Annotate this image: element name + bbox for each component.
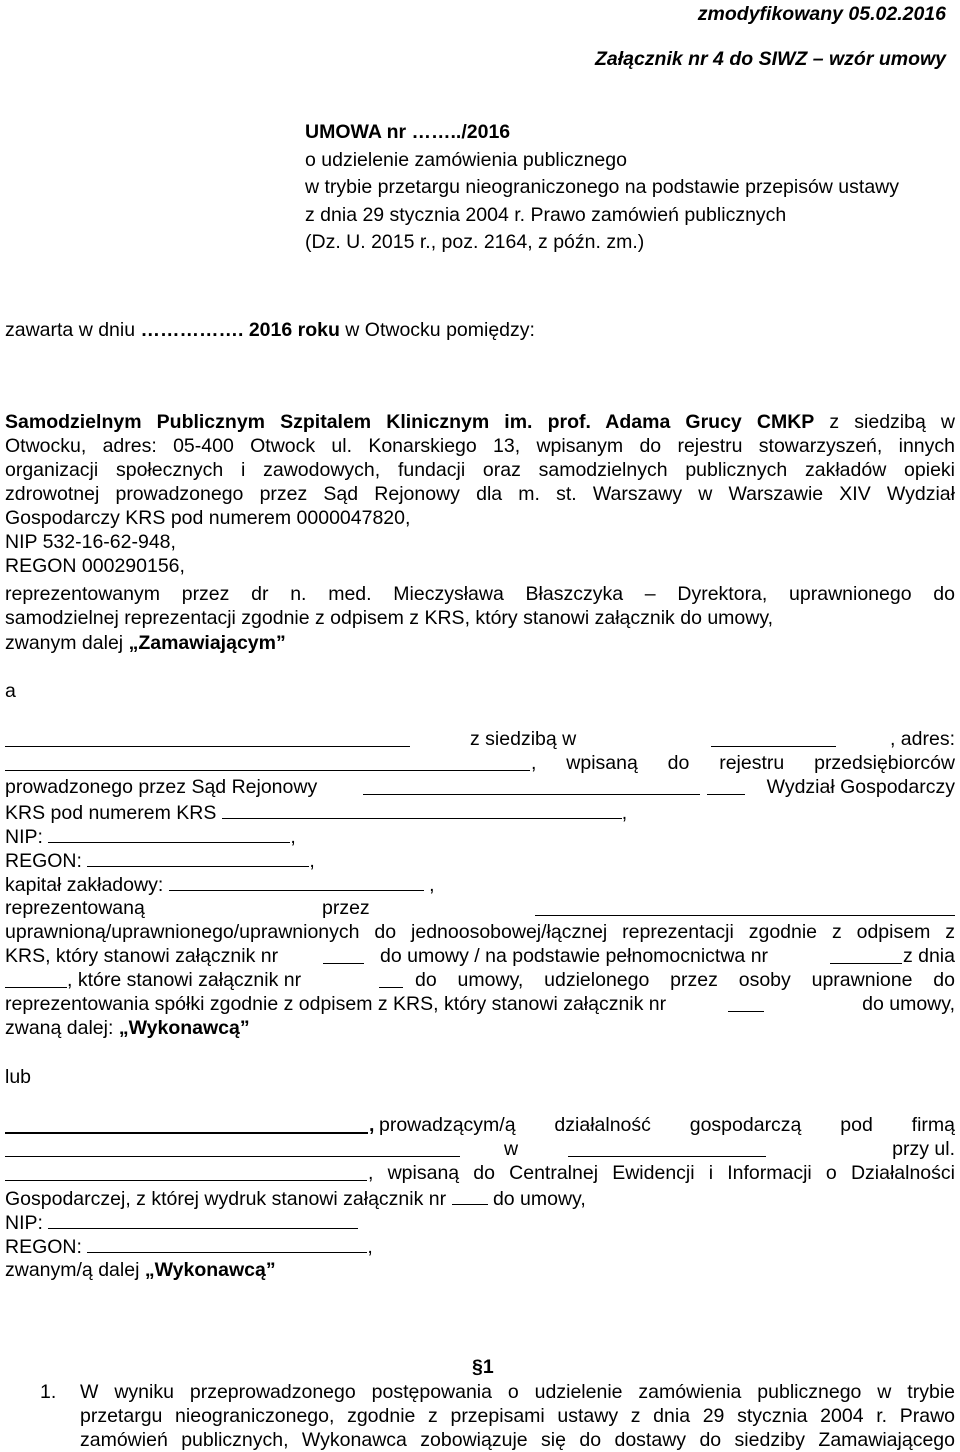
party3-firm-blank[interactable]	[5, 1137, 460, 1157]
party3-comma: ,	[369, 1114, 375, 1136]
party2-line-5: NIP: ,	[5, 823, 955, 849]
party1-regon: REGON 000290156,	[5, 555, 185, 577]
party3-to-contract-label: do umowy,	[492, 1188, 586, 1210]
party1-line-8: reprezentowanym przez dr n. med. Mieczysława Błaszczyka – Dyrektora, uprawnionego do	[5, 583, 955, 605]
party1-line-2: Otwocku, adres: 05-400 Otwock ul. Konarskiego 13, wpisanym do rejestru stowarzyszeń, innych	[5, 435, 955, 457]
party2-krs-label: KRS pod numerem KRS	[5, 802, 217, 824]
party3-nip-blank[interactable]	[48, 1209, 358, 1229]
party2-poa-attachment-blank[interactable]	[379, 968, 403, 988]
contract-number: UMOWA nr ……../2016	[305, 121, 511, 143]
party1-role: „Zamawiającym”	[128, 632, 286, 654]
attachment-label: Załącznik nr 4 do SIWZ – wzór umowy	[594, 48, 946, 70]
party3-regon-blank[interactable]	[87, 1233, 367, 1253]
party2-poa-date-blank[interactable]	[5, 968, 67, 988]
date-line-post: w Otwocku pomiędzy:	[339, 319, 535, 341]
party3-nip-label: NIP:	[5, 1212, 43, 1234]
party2-called-pre: zwaną dalej:	[5, 1017, 119, 1039]
party3-printout-label: Gospodarczej, z której wydruk stanowi załącznik nr	[5, 1188, 447, 1210]
party1-name: Samodzielnym Publicznym Szpitalem Klinicznym im. prof. Adama Grucy CMKP	[5, 411, 815, 433]
modified-date: zmodyfikowany 05.02.2016	[697, 3, 946, 25]
party2-city-blank[interactable]	[711, 727, 836, 747]
party2-capital-label: kapitał zakładowy:	[5, 874, 164, 896]
party2-register-label: , wpisaną do rejestru przedsiębiorców	[531, 752, 955, 774]
party2-name-blank[interactable]	[5, 727, 410, 747]
party2-poa-date-label: z dnia	[902, 945, 955, 967]
party3-line-4	[5, 1185, 955, 1211]
party2-department-label: Wydział Gospodarczy	[766, 776, 955, 798]
party2-to-contract-label: do umowy,	[862, 993, 955, 1015]
party3-city-blank[interactable]	[568, 1137, 766, 1157]
party1-krs: Gospodarczy KRS pod numerem 0000047820,	[5, 507, 411, 529]
party1-line-3: organizacji społecznych i zawodowych, fundacji oraz samodzielnych publicznych zakładów opieki	[5, 459, 955, 481]
party3-in-label: w	[504, 1138, 519, 1160]
party2-line-4: KRS pod numerem KRS ,	[5, 799, 955, 825]
conjunction-a: a	[5, 680, 16, 702]
party2-poa-label: do umowy / na podstawie pełnomocnictwa nr	[380, 945, 769, 967]
party1-seat: z siedzibą w	[814, 411, 955, 433]
party3-street-blank[interactable]	[5, 1161, 367, 1181]
title-line-2: o udzielenie zamówienia publicznego	[305, 148, 627, 171]
party2-court-label: prowadzonego przez Sąd Rejonowy	[5, 776, 318, 798]
party2-line-7: kapitał zakładowy: ,	[5, 871, 955, 897]
paragraph-line-2: przetargu nieograniczonego, zgodnie z przepisami ustawy z dnia 29 stycznia 2004 r. Prawo	[80, 1405, 955, 1427]
party3-role: „Wykonawcą”	[144, 1259, 276, 1281]
party2-poa-attachment-label: , które stanowi załącznik nr	[67, 969, 302, 991]
date-line-pre: zawarta w dniu	[5, 319, 141, 341]
party3-name-blank[interactable]	[5, 1113, 368, 1134]
party2-role: „Wykonawcą”	[118, 1017, 250, 1039]
party3-street-label: przy ul.	[892, 1138, 955, 1160]
party1-nip: NIP 532-16-62-948,	[5, 531, 176, 553]
party3-line-7	[5, 1258, 955, 1282]
party3-called-pre: zwanym/ą dalej	[5, 1259, 145, 1281]
party2-krs-attachment-label: reprezentowania spółki zgodnie z odpisem z KRS, który stanowi załącznik nr	[5, 993, 667, 1015]
paragraph-number: 1.	[40, 1381, 57, 1403]
party1-called-pre: zwanym dalej	[5, 632, 129, 654]
party1-line-10	[5, 631, 955, 655]
party2-seat-label: z siedzibą w	[470, 728, 577, 750]
party2-represented-label: reprezentowaną	[5, 897, 145, 919]
party2-by-label: przez	[322, 897, 370, 919]
party2-line-9: uprawnioną/uprawnionego/uprawnionych do jednoosobowej/łącznej reprezentacji zgodnie z odpisem z	[5, 921, 955, 943]
party3-printout-blank[interactable]	[452, 1185, 488, 1205]
party2-address-blank[interactable]	[5, 751, 530, 771]
party3-ceidg-label: , wpisaną do Centralnej Ewidencji i Informacji o Działalności	[368, 1162, 955, 1184]
party2-representative-blank[interactable]	[535, 896, 955, 916]
title-line-4: z dnia 29 stycznia 2004 r. Prawo zamówień publicznych	[305, 203, 787, 226]
contract-title-block	[305, 119, 899, 257]
party2-regon-blank[interactable]	[87, 847, 309, 867]
party2-nip-label: NIP:	[5, 826, 43, 848]
section-heading: §1	[472, 1356, 494, 1378]
party2-grant-label: do umowy, udzielonego przez osoby uprawnione do	[415, 969, 955, 991]
party2-line-6: REGON: ,	[5, 847, 955, 873]
party2-regon-label: REGON:	[5, 850, 82, 872]
party2-department-blank[interactable]	[707, 775, 745, 795]
party2-address-label: , adres:	[889, 728, 955, 750]
title-line-5: (Dz. U. 2015 r., poz. 2164, z późn. zm.)	[305, 231, 645, 254]
party2-krs-attachment-blank[interactable]	[728, 992, 764, 1012]
date-line	[5, 318, 955, 342]
party3-line-5	[5, 1209, 955, 1235]
date-line-date: ……………. 2016 roku	[140, 319, 340, 341]
party2-line-13	[5, 1016, 955, 1040]
party2-attachment-label: KRS, który stanowi załącznik nr	[5, 945, 279, 967]
paragraph-line-1: W wyniku przeprowadzonego postępowania o udzielenie zamówienia publicznego w trybie	[80, 1381, 955, 1403]
party2-nip-blank[interactable]	[48, 823, 290, 843]
party2-poa-blank[interactable]	[830, 944, 902, 964]
title-line-3: w trybie przetargu nieograniczonego na podstawie przepisów ustawy	[305, 176, 899, 199]
party1-line-4: zdrowotnej prowadzonego przez Sąd Rejonowy dla m. st. Warszawy w Warszawie XIV Wydział	[5, 483, 955, 505]
party3-business-label: prowadzącym/ą działalność gospodarczą pod firmą	[379, 1114, 955, 1136]
party3-line-6: REGON: ,	[5, 1233, 955, 1259]
party2-capital-blank[interactable]	[169, 871, 424, 891]
party3-regon-label: REGON:	[5, 1236, 82, 1258]
party1-line-9: samodzielnej reprezentacji zgodnie z odpisem z KRS, który stanowi załącznik do umowy,	[5, 607, 774, 629]
party2-krs-blank[interactable]	[222, 799, 622, 819]
paragraph-line-3: zamówień publicznych, Wykonawca zobowiązuje się do dostawy do siedziby Zamawiającego	[80, 1429, 955, 1451]
party1-line-1	[5, 410, 955, 434]
conjunction-lub: lub	[5, 1066, 32, 1088]
party2-attachment-blank[interactable]	[323, 944, 364, 964]
party2-court-blank[interactable]	[363, 775, 700, 795]
